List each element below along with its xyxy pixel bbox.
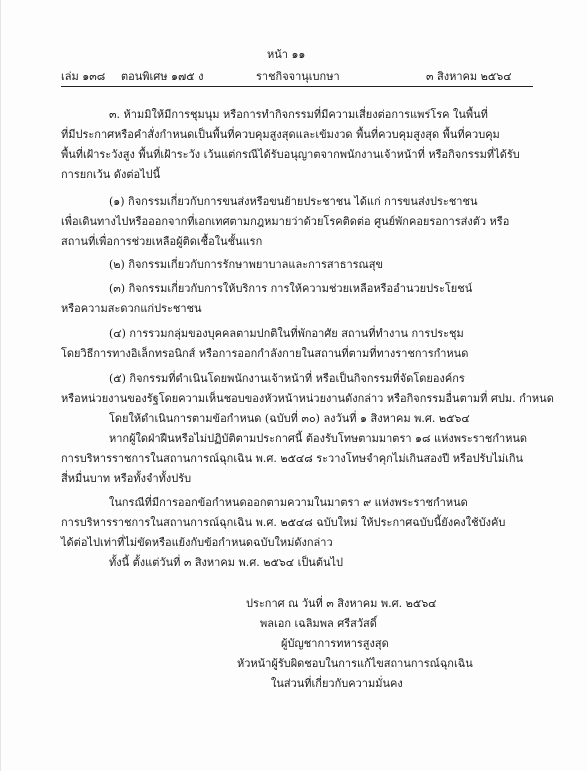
item3-line-1: (๓) กิจกรรมเกี่ยวกับการให้บริการ การให้ความช่วยเหลือหรืออำนวยประโยชน์ [109, 282, 473, 295]
conflict-line-3: ได้ต่อไปเท่าที่ไม่ขัดหรือแย้งกับข้อกำหนดฉบับใหม่ดังกล่าว [61, 536, 333, 549]
gazette-date: ๓ สิงหาคม ๒๕๖๔ [426, 70, 512, 83]
item1-line-2: เพื่อเดินทางไปหรือออกจากที่เอกเทศตามกฎหมายว่าด้วยโรคติดต่อ ศูนย์พักคอยรอการส่งตัว หรือ [61, 215, 510, 228]
para3-line-2: ที่มีประกาศหรือคำสั่งกำหนดเป็นพื้นที่ควบคุมสูงสุดและเข้มงวด พื้นที่ควบคุมสูงสุด พื้นที่ควบคุม [61, 128, 500, 141]
penalty-line-3: สี่หมื่นบาท หรือทั้งจำทั้งปรับ [61, 472, 192, 485]
item1-line-1: (๑) กิจกรรมเกี่ยวกับการขนส่งหรือขนย้ายประชาชน ได้แก่ การขนส่งประชาชน [109, 195, 478, 208]
penalty-line-2: การบริหารราชการในสถานการณ์ฉุกเฉิน พ.ศ. ๒๕๔๘ ระวางโทษจำคุกไม่เกินสองปี หรือปรับไม่เกิน [61, 452, 524, 465]
signatory-title-1: ผู้บัญชาการทหารสูงสุด [281, 637, 389, 650]
page-number: หน้า ๑๑ [267, 48, 306, 61]
gazette-issue: ตอนพิเศษ ๑๗๕ ง [121, 70, 204, 83]
conflict-line-1: ในกรณีที่มีการออกข้อกำหนดออกตามความในมาตรา ๙ แห่งพระราชกำหนด [109, 496, 468, 509]
header-rule [61, 86, 533, 87]
gazette-name: ราชกิจจานุเบกษา [256, 70, 340, 83]
para3-line-3: พื้นที่เฝ้าระวังสูง พื้นที่เฝ้าระวัง เว้นแต่กรณีได้รับอนุญาตจากพนักงานเจ้าหน้าที่ หรือกิจกรรมที่ได้รับ [61, 148, 520, 161]
para3-line-1: ๓. ห้ามมิให้มีการชุมนุม หรือการทำกิจกรรมที่มีความเสี่ยงต่อการแพร่โรค ในพื้นที่ [109, 108, 488, 121]
signatory-title-2: หัวหน้าผู้รับผิดชอบในการแก้ไขสถานการณ์ฉุกเฉิน [237, 657, 473, 670]
item4-line-1: (๔) การรวมกลุ่มของบุคคลตามปกติในที่พักอาศัย สถานที่ทำงาน การประชุม [109, 327, 464, 340]
para3-line-4: การยกเว้น ดังต่อไปนี้ [61, 168, 161, 181]
signatory-name: พลเอก เฉลิมพล ศรีสวัสดิ์ [260, 617, 377, 630]
item3-line-2: หรือความสะดวกแก่ประชาชน [61, 302, 202, 315]
item2-line-1: (๒) กิจกรรมเกี่ยวกับการรักษาพยาบาลและการสาธารณสุข [109, 258, 383, 271]
conflict-line-2: การบริหารราชการในสถานการณ์ฉุกเฉิน พ.ศ. ๒๕๔๘ ฉบับใหม่ ให้ประกาศฉบับนี้ยังคงใช้บังคับ [61, 516, 506, 529]
item4-line-2: โดยวิธีการทางอิเล็กทรอนิกส์ หรือการออกกำลังกายในสถานที่ตามที่ทางราชการกำหนด [61, 347, 469, 360]
item5-line-2: หรือหน่วยงานของรัฐโดยความเห็นชอบของหัวหน้าหน่วยงานดังกล่าว หรือกิจกรรมอื่นตามที่ ศปม. กำหนด [61, 392, 554, 405]
item5-line-1: (๕) กิจกรรมที่ดำเนินโดยพนักงานเจ้าหน้าที่ หรือเป็นกิจกรรมที่จัดโดยองค์กร [109, 372, 465, 385]
signatory-title-3: ในส่วนที่เกี่ยวกับความมั่นคง [271, 677, 403, 690]
gazette-volume: เล่ม ๑๓๘ [61, 70, 106, 83]
announcement-date: ประกาศ ณ วันที่ ๓ สิงหาคม พ.ศ. ๒๕๖๔ [246, 597, 437, 610]
penalty-line-1: หากผู้ใดฝ่าฝืนหรือไม่ปฏิบัติตามประกาศนี้ ต้องรับโทษตามมาตรา ๑๘ แห่งพระราชกำหนด [109, 432, 528, 445]
item1-line-3: สถานที่เพื่อการช่วยเหลือผู้ติดเชื้อในชั้นแรก [61, 235, 263, 248]
item5-line-3: โดยให้ดำเนินการตามข้อกำหนด (ฉบับที่ ๓๐) ลงวันที่ ๑ สิงหาคม พ.ศ. ๒๕๖๔ [109, 412, 470, 425]
effective-date: ทั้งนี้ ตั้งแต่วันที่ ๓ สิงหาคม พ.ศ. ๒๕๖๔ เป็นต้นไป [109, 556, 344, 569]
